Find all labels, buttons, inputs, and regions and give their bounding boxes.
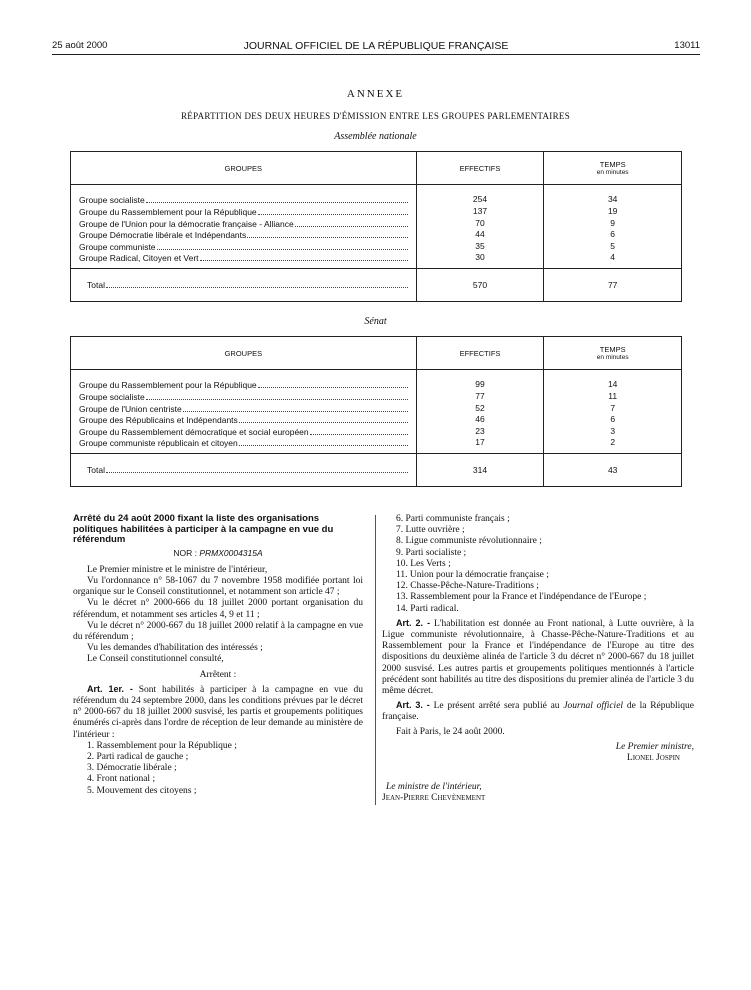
article-1: Art. 1er. - Sont habilités à participer à la campagne en vue du référendum du 24 septembre 2000, dans les conditions prévues par le décret n° 2000-667 du 18 juillet 2000 susvisé, les partis et groupements politiques énumérés ci-après dans l'ordre de réception de leur demande au ministère de l'intérieur :: [73, 683, 364, 740]
table-row: Groupe de l'Union centriste: [79, 403, 408, 415]
groupes-list: [71, 185, 417, 269]
list-item: 5. Mouvement des citoyens ;: [87, 785, 197, 796]
header-title: JOURNAL OFFICIEL DE LA RÉPUBLIQUE FRANÇAISE: [243, 40, 509, 52]
table-row: Groupe communiste: [79, 241, 408, 253]
list-item: 11. Union pour la démocratie française ;: [396, 570, 549, 581]
arrete-left-column: [73, 514, 363, 797]
list-item: 14. Parti radical.: [396, 603, 459, 614]
mi-name: Jean-Pierre Chevènement: [382, 793, 486, 804]
table-caption-assemblee: Assemblée nationale: [334, 131, 417, 142]
list-item: 1. Rassemblement pour la République ;: [87, 740, 237, 751]
pm-title: Le Premier ministre,: [615, 741, 694, 752]
list-item: 10. Les Verts ;: [396, 558, 451, 569]
nor-reference: NOR : PRMX0004315A: [173, 547, 263, 558]
list-item: 2. Parti radical de gauche ;: [87, 751, 189, 762]
table-row: Groupe communiste républicain et citoyen: [79, 437, 408, 449]
article-3: Art. 3. - Le présent arrêté sera publié au Journal officiel de la République française.: [382, 700, 695, 723]
column-divider: [375, 515, 376, 805]
paragraph: Vu le décret n° 2000-666 du 18 juillet 2000 portant organisation du référendum, et notamment ses articles 4, 9 et 11 ;: [73, 598, 363, 620]
list-item: 13. Rassemblement pour la France et l'indépendance de l'Europe ;: [396, 592, 647, 603]
paragraph: Vu l'ordonnance n° 58-1067 du 7 novembre 1958 modifiée portant loi organique sur le Conseil constitutionnel, et notamment son article 47 ;: [73, 575, 363, 598]
temps-list: 14 11 7 6 3 2: [544, 370, 682, 454]
list-item: 6. Parti communiste français ;: [396, 514, 510, 524]
list-item: 3. Démocratie libérale ;: [87, 763, 177, 774]
arrete-title: Arrêté du 24 août 2000 fixant la liste des organisations politiques habilitées à participer à la campagne en vue du référendum: [73, 513, 334, 545]
pm-name: Lionel Jospin: [626, 753, 680, 764]
arrete-right-column: [382, 514, 694, 764]
temps-list: 34 19 9 6 5 4: [544, 185, 682, 269]
minister-signature: [382, 782, 694, 804]
effectifs-list: 254 137 70 44 35 30: [416, 185, 544, 269]
arretent: Arrêtent :: [199, 669, 237, 680]
table-row: Groupe socialiste: [79, 194, 408, 206]
total-label: Total: [87, 280, 105, 291]
table-row: Groupe de l'Union pour la démocratie française - Alliance: [79, 218, 408, 230]
header-page-number: 13011: [674, 40, 700, 51]
groupes-list: [71, 370, 417, 454]
col-header-groupes: GROUPES: [71, 152, 417, 185]
total-row: [71, 454, 682, 487]
table-row: Groupe Radical, Citoyen et Vert: [79, 252, 408, 264]
col-header-effectifs: EFFECTIFS: [416, 337, 544, 370]
table-row: Groupe des Républicains et Indépendants: [79, 414, 408, 426]
table-row: Groupe du Rassemblement pour la République: [79, 206, 408, 218]
paragraph: Le Conseil constitutionnel consulté,: [87, 654, 224, 665]
col-header-effectifs: EFFECTIFS: [416, 152, 544, 185]
total-effectifs: 314: [416, 454, 544, 487]
list-item: 7. Lutte ouvrière ;: [396, 525, 465, 536]
annexe-title: ANNEXE: [346, 88, 405, 100]
table-assemblee-nationale: [70, 151, 682, 302]
total-temps: 43: [544, 454, 682, 487]
table-row: Groupe du Rassemblement pour la République: [79, 379, 408, 391]
annexe-subtitle: RÉPARTITION DES DEUX HEURES D'ÉMISSION ENTRE LES GROUPES PARLEMENTAIRES: [180, 111, 571, 121]
header-date: 25 août 2000: [52, 40, 108, 51]
mi-title: Le ministre de l'intérieur,: [386, 782, 482, 792]
paragraph: Vu le décret n° 2000-667 du 18 juillet 2000 relatif à la campagne en vue du référendum ;: [73, 620, 363, 642]
paragraph: Le Premier ministre et le ministre de l'intérieur,: [87, 564, 268, 575]
table-senat: [70, 336, 682, 487]
col-header-temps: TEMPS en minutes: [544, 337, 682, 370]
paragraph: Vu les demandes d'habilitation des intéressés ;: [87, 643, 263, 654]
list-item: 9. Parti socialiste ;: [396, 547, 467, 558]
article-2: Art. 2. - L'habilitation est donnée au Front national, à Lutte ouvrière, à la Ligue communiste révolutionnaire, à Chasse-Pêche-Nature-Traditions et au Rassemblement pour la France et l'indépendance de l'Europe au titre des dispositions du deuxième alinéa de l'article 3 du décret n° 2000-667 du 18 juillet 2000 susvisé. Les autres partis et groupements politiques mentionnés à l'article précédent sont habilités au titre des dispositions du premier alinéa de l'article 3 du même décret.: [382, 617, 694, 697]
total-label: Total: [87, 465, 105, 476]
effectifs-list: 99 77 52 46 23 17: [416, 370, 544, 454]
total-row: [71, 269, 682, 302]
total-temps: 77: [544, 269, 682, 302]
list-item: 8. Ligue communiste révolutionnaire ;: [396, 536, 542, 547]
col-header-temps: TEMPS en minutes: [544, 152, 682, 185]
total-effectifs: 570: [416, 269, 544, 302]
fait-a-paris: Fait à Paris, le 24 août 2000.: [396, 726, 505, 737]
table-row: Groupe Démocratie libérale et Indépendants: [79, 229, 408, 241]
table-row: Groupe du Rassemblement démocratique et social européen: [79, 426, 408, 438]
list-item: 4. Front national ;: [87, 774, 156, 785]
table-caption-senat: Sénat: [364, 316, 387, 327]
header-rule: [52, 54, 700, 55]
col-header-groupes: GROUPES: [71, 337, 417, 370]
list-item: 12. Chasse-Pêche-Nature-Traditions ;: [396, 581, 539, 592]
table-row: Groupe socialiste: [79, 391, 408, 403]
